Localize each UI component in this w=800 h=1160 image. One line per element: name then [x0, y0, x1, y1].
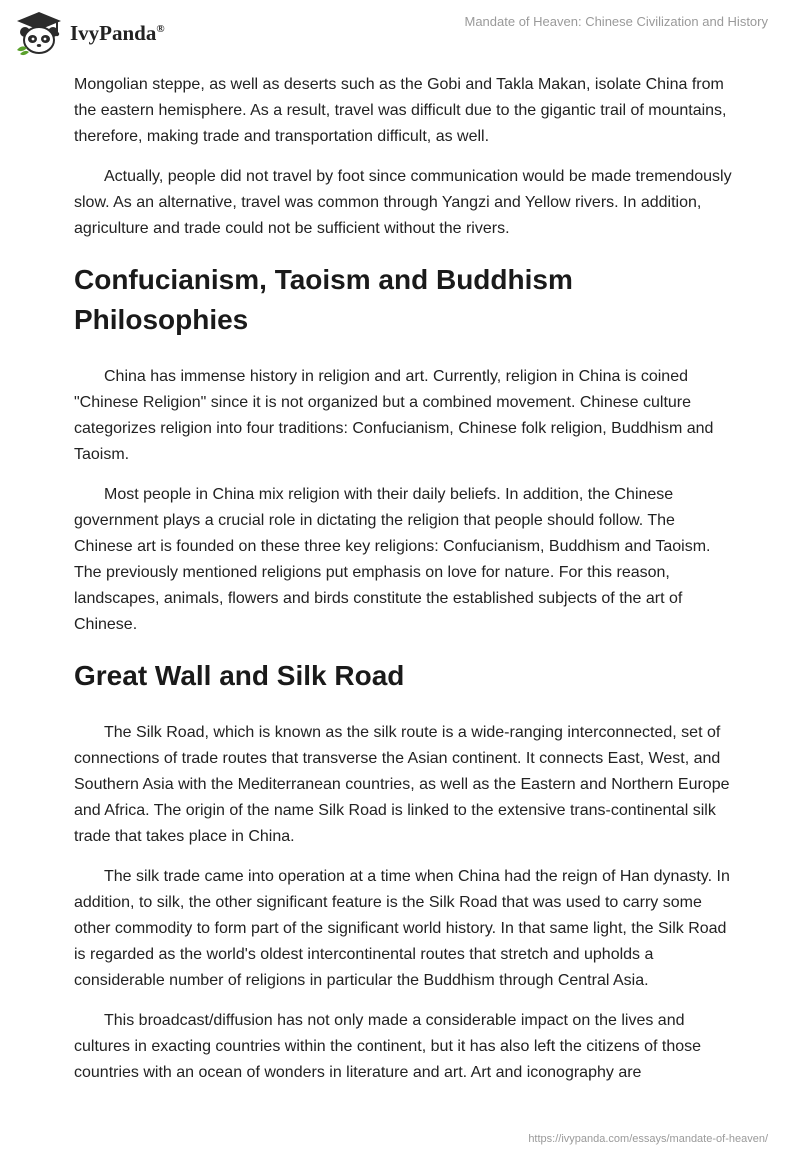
- page-header: [0, 0, 800, 66]
- footer-url[interactable]: https://ivypanda.com/essays/mandate-of-heaven/: [528, 1133, 768, 1145]
- panda-graduate-icon: [14, 10, 64, 56]
- paragraph: Mongolian steppe, as well as deserts such as the Gobi and Takla Makan, isolate China from the eastern hemisphere. As a result, travel was difficult due to the gigantic trail of mountains, therefore, making trade and transportation difficult, as well.: [74, 76, 727, 145]
- essay-body: [74, 72, 734, 1100]
- paragraph: This broadcast/diffusion has not only made a considerable impact on the lives and cultures in exacting countries within the continent, but it has also left the citizens of those countries with an ocean of wonders in literature and art. Art and iconography are: [74, 1012, 702, 1081]
- paragraph: The Silk Road, which is known as the silk route is a wide-ranging interconnected, set of connections of trade routes that transverse the Asian continent. It connects East, West, and Southern Asia with the Mediterranean countries, as well as the Eastern and Northern Europe and Africa. The origin of the name Silk Road is linked to the extensive trans-continental silk trade that takes place in China.: [74, 724, 730, 845]
- document-title: Mandate of Heaven: Chinese Civilization and History: [464, 14, 768, 29]
- paragraph: Actually, people did not travel by foot since communication would be made tremendously slow. As an alternative, travel was common through Yangzi and Yellow rivers. In addition, agriculture and trade could not be sufficient without the rivers.: [74, 168, 732, 237]
- paragraph: The silk trade came into operation at a time when China had the reign of Han dynasty. In addition, to silk, the other significant feature is the Silk Road that was used to carry some other commodity to form part of the significant world history. In that same light, the Silk Road is regarded as the world's oldest intercontinental routes that stretch and upholds a considerable number of religions in particular the Buddhism through Central Asia.: [74, 868, 730, 989]
- brand-logo[interactable]: [14, 10, 165, 56]
- brand-name: IvyPanda®: [70, 20, 165, 45]
- paragraph: Most people in China mix religion with their daily beliefs. In addition, the Chinese government plays a crucial role in dictating the religion that people should follow. The Chinese art is founded on these three key religions: Confucianism, Buddhism and Taoism. The previously mentioned religions put emphasis on love for nature. For this reason, landscapes, animals, flowers and birds constitute the established subjects of the art of Chinese.: [74, 486, 711, 633]
- section-heading: Great Wall and Silk Road: [74, 660, 405, 691]
- section-heading: Confucianism, Taoism and Buddhism Philosophies: [74, 264, 573, 335]
- paragraph: China has immense history in religion and art. Currently, religion in China is coined "Chinese Religion" since it is not organized but a combined movement. Chinese culture categorizes religion into four traditions: Confucianism, Chinese folk religion, Buddhism and Taoism.: [74, 368, 714, 463]
